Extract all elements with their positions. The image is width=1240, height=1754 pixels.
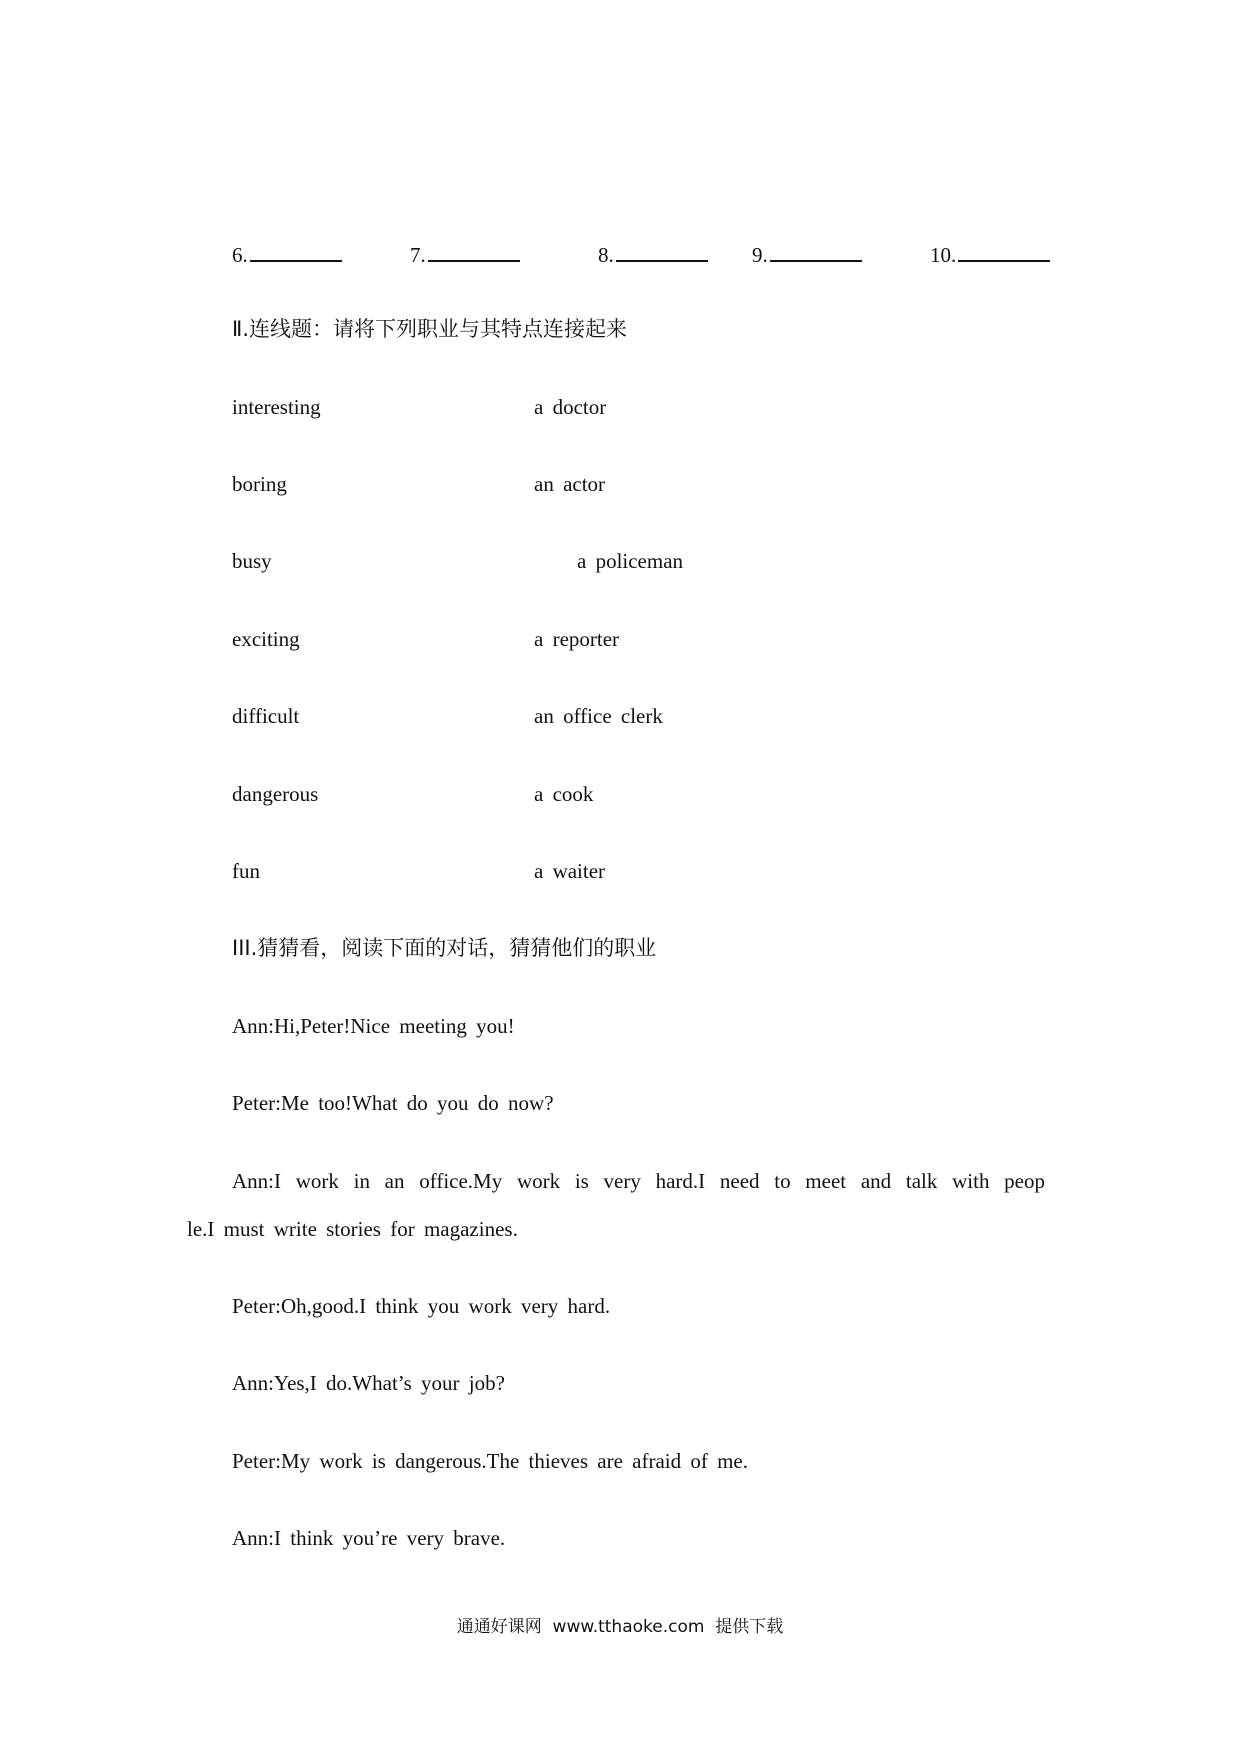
blank-number: 9.: [752, 243, 768, 267]
trait-item: dangerous: [232, 782, 319, 806]
job-item: an actor: [534, 472, 606, 496]
page-footer: 通通好课网 www.tthaoke.com 提供下载: [456, 1617, 784, 1637]
blank-number: 6.: [232, 243, 248, 267]
job-item: an office clerk: [534, 704, 663, 728]
dialogue-line: Peter:My work is dangerous.The thieves are afraid of me.: [232, 1449, 749, 1473]
blank-number: 7.: [410, 243, 426, 267]
dialogue-line: Ann:I think you’re very brave.: [232, 1526, 506, 1550]
blank-number: 10.: [930, 243, 957, 267]
blank-7: [410, 242, 520, 266]
blank-line: [958, 242, 1050, 262]
job-item: a policeman: [577, 549, 684, 573]
blank-8: [598, 242, 708, 266]
trait-item: exciting: [232, 627, 300, 651]
dialogue-line: Peter:Me too!What do you do now?: [232, 1091, 554, 1115]
section-2-heading: Ⅱ.连线题：请将下列职业与其特点连接起来: [232, 317, 628, 341]
dialogue-line-continued: le.I must write stories for magazines.: [187, 1217, 518, 1241]
trait-item: boring: [232, 472, 287, 496]
dialogue-line: Ann:Hi,Peter!Nice meeting you!: [232, 1014, 515, 1038]
blank-line: [616, 242, 708, 262]
blank-line: [428, 242, 520, 262]
trait-item: fun: [232, 859, 260, 883]
dialogue-line: Ann:Yes,I do.What’s your job?: [232, 1371, 505, 1395]
section-3-heading: III.猜猜看，阅读下面的对话，猜猜他们的职业: [232, 936, 657, 960]
blank-6: [232, 242, 342, 266]
blank-line: [250, 242, 342, 262]
blank-number: 8.: [598, 243, 614, 267]
trait-item: difficult: [232, 704, 300, 728]
blank-10: [930, 242, 1050, 266]
blank-line: [770, 242, 862, 262]
dialogue-line: Ann:I work in an office.My work is very hard.I need to meet and talk with peop: [232, 1169, 1045, 1193]
job-item: a doctor: [534, 395, 607, 419]
job-item: a reporter: [534, 627, 620, 651]
trait-item: busy: [232, 549, 272, 573]
blank-9: [752, 242, 862, 266]
job-item: a cook: [534, 782, 594, 806]
job-item: a waiter: [534, 859, 606, 883]
trait-item: interesting: [232, 395, 321, 419]
dialogue-line: Peter:Oh,good.I think you work very hard.: [232, 1294, 611, 1318]
